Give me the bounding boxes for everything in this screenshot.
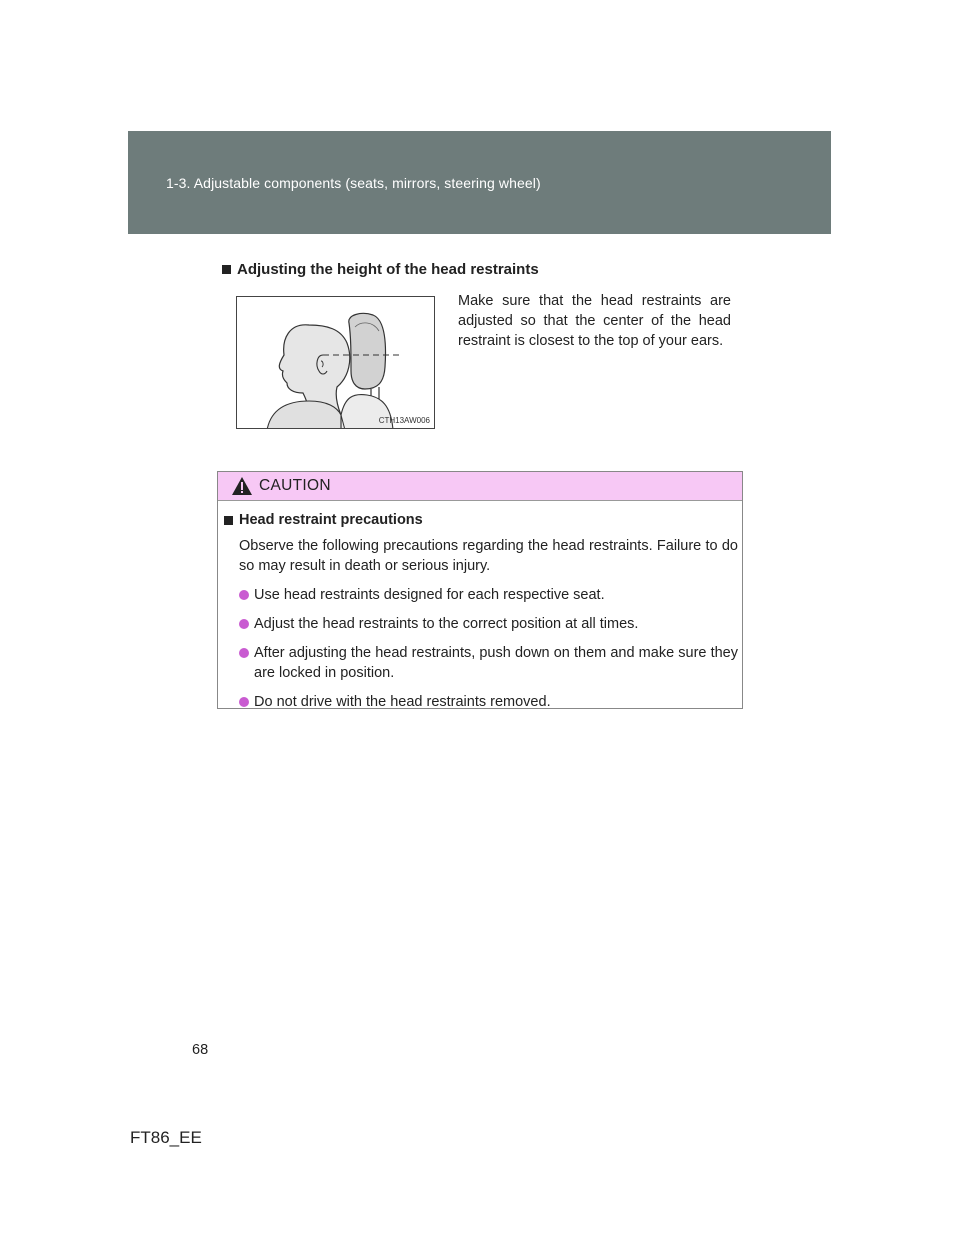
caution-title: CAUTION (259, 477, 331, 494)
list-item-text: Do not drive with the head restraints removed. (254, 694, 551, 710)
round-bullet-icon (239, 619, 249, 629)
round-bullet-icon (239, 697, 249, 707)
caution-heading (224, 512, 738, 528)
caution-body (224, 512, 738, 712)
list-item (239, 643, 738, 683)
list-item-text: After adjusting the head restraints, push down on them and make sure they are locked in position. (254, 645, 738, 681)
chapter-header-band (128, 131, 831, 234)
list-item (239, 614, 738, 634)
caution-box (217, 471, 743, 709)
page-number: 68 (192, 1042, 209, 1058)
round-bullet-icon (239, 590, 249, 600)
head-profile-icon (237, 297, 435, 429)
section-heading (222, 261, 539, 278)
chapter-title: 1-3. Adjustable components (seats, mirrors, steering wheel) (166, 175, 541, 191)
square-bullet-icon (222, 265, 231, 274)
caution-heading-text: Head restraint precautions (239, 512, 423, 528)
intro-paragraph: Make sure that the head restraints are adjusted so that the center of the head restraint is closest to the top of your ears. (458, 293, 731, 349)
list-item (239, 692, 738, 712)
round-bullet-icon (239, 648, 249, 658)
figure-code: CTH13AW006 (378, 416, 430, 425)
warning-triangle-icon (231, 476, 253, 496)
document-code: FT86_EE (130, 1128, 202, 1147)
square-bullet-icon (224, 516, 233, 525)
list-item (239, 585, 738, 605)
caution-list (224, 585, 738, 712)
section-heading-text: Adjusting the height of the head restraints (237, 261, 539, 278)
list-item-text: Use head restraints designed for each respective seat. (254, 587, 605, 603)
caution-paragraph: Observe the following precautions regarding the head restraints. Failure to do so may result in death or serious injury. (239, 538, 738, 574)
head-restraint-illustration (236, 296, 435, 429)
list-item-text: Adjust the head restraints to the correct position at all times. (254, 616, 639, 632)
caution-header (218, 472, 742, 501)
